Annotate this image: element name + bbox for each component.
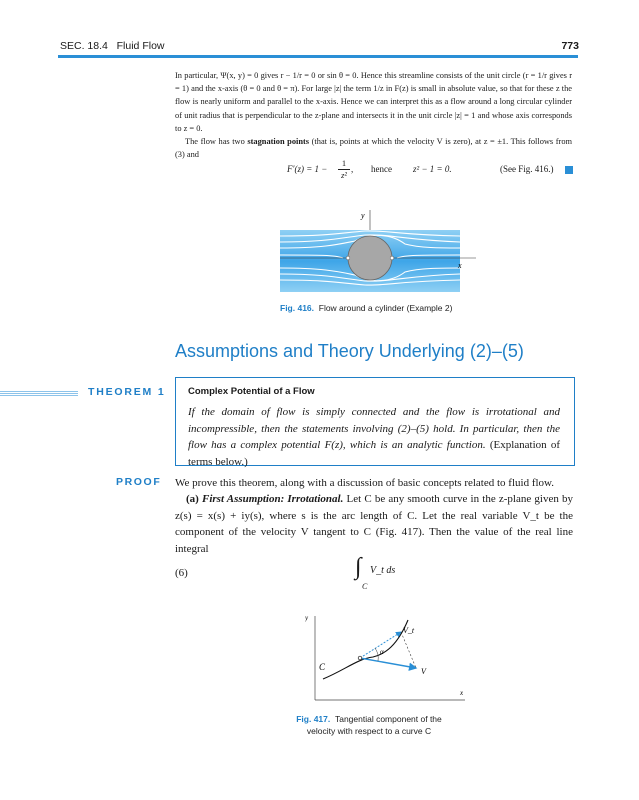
proof-part-a-label: (a)	[186, 493, 199, 506]
p2-end: (that is, points at which the velocity V is zero), at z = ±1. This follows from (3) and	[175, 137, 573, 160]
theorem-title: Complex Potential of a Flow	[188, 386, 315, 397]
section-number: SEC. 18.4	[60, 40, 108, 52]
term-stagnation-points: stagnation points	[247, 137, 310, 147]
fig417-vt-label: V_t	[403, 626, 415, 635]
proof-label: PROOF	[116, 476, 162, 488]
angle-arc	[375, 648, 378, 661]
fig416-caption-num: Fig. 416.	[280, 303, 315, 313]
equation-6-number: (6)	[175, 567, 188, 579]
stagnation-point-right	[390, 256, 394, 260]
figure-416-flow-around-cylinder	[280, 200, 480, 310]
figure-416-caption	[280, 303, 452, 313]
integrand: V_t ds	[370, 565, 396, 576]
section-heading: Assumptions and Theory Underlying (2)–(5)	[175, 341, 524, 361]
cylinder	[348, 236, 392, 280]
eq-comma: ,	[351, 164, 354, 174]
fig417-x-label: x	[460, 689, 464, 697]
proof-first-assumption: First Assumption: Irrotational.	[202, 493, 344, 506]
figure-417-tangential-velocity	[305, 612, 470, 707]
eq-hence: hence	[371, 164, 392, 174]
fig417-caption-line2: velocity with respect to a curve C	[306, 726, 432, 736]
p2-start: The flow has two	[185, 137, 245, 147]
theorem-decor-bar	[0, 391, 78, 396]
fig417-v-label: V	[421, 667, 426, 676]
theorem-label: THEOREM 1	[88, 386, 166, 398]
eq-fig-reference: (See Fig. 416.)	[500, 164, 554, 174]
page-number: 773	[561, 40, 579, 52]
fig417-alpha-label: α	[380, 648, 384, 656]
eq-fraction-den: z²	[338, 169, 350, 181]
proof-text	[175, 475, 573, 557]
projection-line	[401, 632, 416, 668]
fig417-caption-num: Fig. 417.	[296, 714, 331, 724]
proof-paragraph-1: We prove this theorem, along with a discussion of basic concepts related to fluid flow.	[175, 477, 555, 489]
velocity-vector	[360, 658, 416, 668]
theorem-italic-text: If the domain of flow is simply connected and the flow is irrotational and incompressible, then the statements involving (2)–(5) hold. In particular, then the flow has a complex potential F(z), which is an analytic function.	[188, 406, 560, 451]
end-of-example-square	[565, 166, 573, 174]
intro-paragraph-2	[175, 135, 572, 161]
figure-417-caption	[289, 713, 449, 737]
section-title: Fluid Flow	[116, 40, 165, 52]
fig416-x-label: x	[458, 261, 462, 270]
stagnation-point-left	[346, 256, 350, 260]
theorem-statement	[188, 404, 560, 470]
proof-part-a-text: Let C be any smooth curve in the z-plane given by z(s) = x(s) + iy(s), where s is the arc length of C. Let the real variable V_t be the component of the velocity V tangent to C (Fig. 417). Then the value of the real line integral	[175, 493, 573, 555]
eq-fraction	[338, 158, 350, 181]
intro-paragraph-1: In particular, Ψ(x, y) = 0 gives r − 1/r = 0 or sin θ = 0. Hence this streamline consists of the unit circle (r = 1/r gives r = 1) and the x-axis (θ = 0 and θ = π). For large |z| the term 1/z in F(z) is small in absolute value, so that for these z the flow is nearly uniform and parallel to the x-axis. Hence we can interpret this as a flow around a long circular cylinder of unit radius that is perpendicular to the z-plane and intersects it in the unit circle |z| = 1 and whose axis corresponds to z = 0.	[175, 71, 572, 133]
intro-text	[175, 69, 572, 161]
point-on-curve	[358, 656, 362, 660]
running-header-section	[60, 40, 165, 52]
eq-lhs-text: F′(z) = 1 −	[287, 164, 328, 174]
header-rule	[58, 55, 578, 58]
fig417-curve-label: C	[319, 662, 326, 672]
fig417-y-label: y	[305, 614, 309, 622]
integral-sign: ∫	[355, 554, 362, 580]
proof-paragraph-2	[175, 491, 573, 557]
fig416-y-label: y	[361, 211, 365, 220]
eq-fraction-num: 1	[341, 158, 347, 168]
theorem-upright-text: (Explanation of terms below.)	[188, 439, 561, 468]
eq-rhs: z² − 1 = 0.	[413, 164, 452, 174]
fig417-caption-line1: Tangential component of the	[334, 714, 442, 724]
fig416-caption-text: Flow around a cylinder (Example 2)	[318, 303, 453, 313]
equation-lhs	[287, 164, 327, 174]
curve-C	[323, 620, 408, 679]
integral-subscript: C	[362, 582, 368, 591]
